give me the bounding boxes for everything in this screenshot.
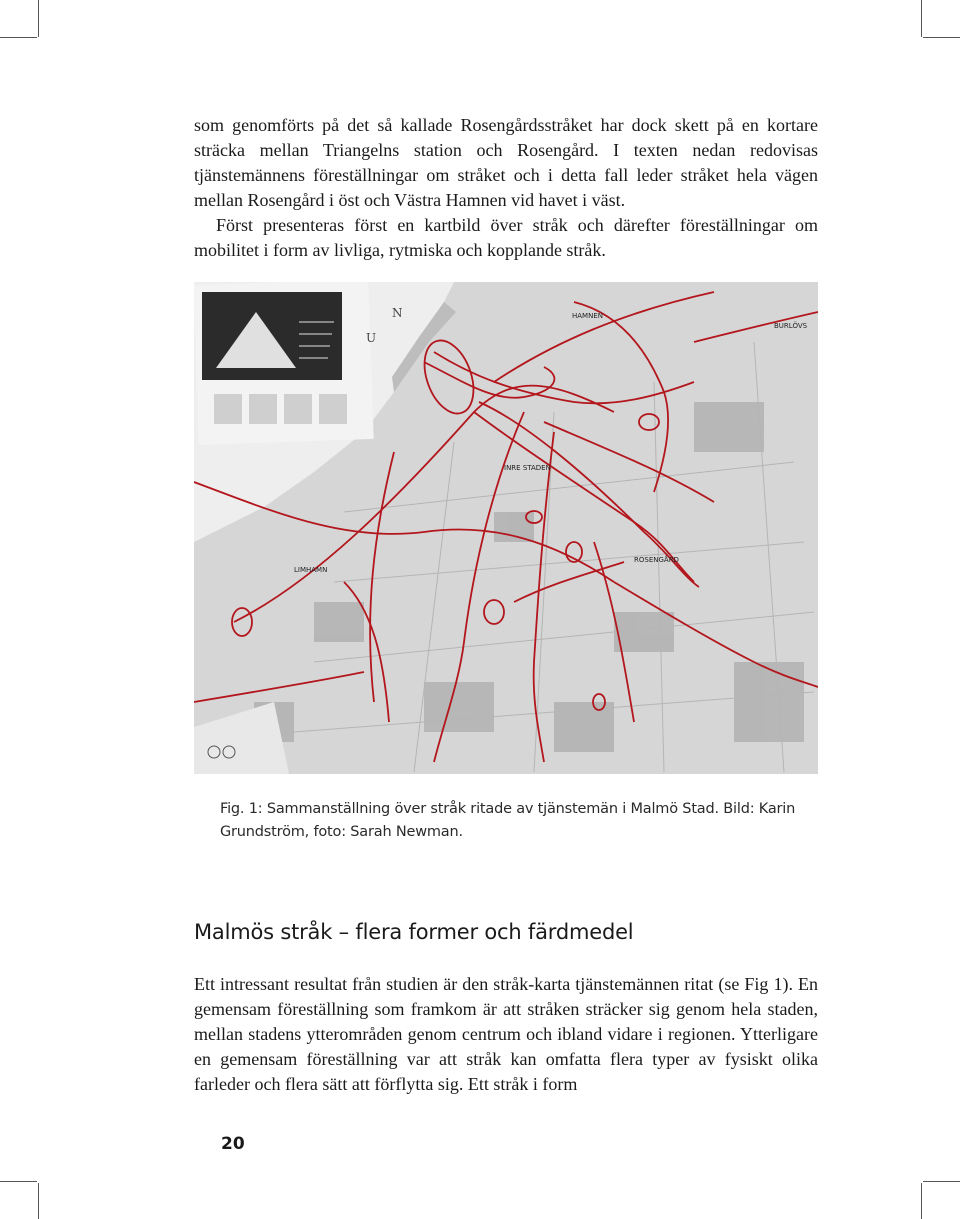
crop-mark-bottom-right-h <box>923 1181 960 1182</box>
crop-mark-top-right-v <box>921 0 922 37</box>
figure-caption <box>220 798 820 844</box>
crop-mark-bottom-right-v <box>921 1183 922 1219</box>
map-edge-letter-1: U <box>366 331 377 345</box>
map-edge-letter-2: N <box>392 306 403 320</box>
route-map-photo <box>194 282 818 774</box>
figure-caption-line-2: Grundström, foto: Sarah Newman. <box>220 824 463 840</box>
intro-paragraph-1: som genomförts på det så kallade Rosengårdsstråket har dock skett på en kortare sträcka mellan Triangelns station och Rosengård. I texten nedan redovisas tjänstemännens föreställningar om stråket och i detta fall leder stråket hela vägen mellan Rosengård i öst och Västra Hamnen vid havet i väst. <box>194 115 818 210</box>
section-heading: Malmös stråk – flera former och färdmedel <box>194 920 634 944</box>
section-body-text: Ett intressant resultat från studien är den stråk-karta tjänstemännen ritat (se Fig 1). En gemensam föreställning som framkom är att stråken sträcker sig genom hela staden, mellan stadens ytterområden genom centrum och ibland vidare i regionen. Ytterligare en gemensam föreställning var att stråk kan omfatta flera typer av fysiskt olika farleder och flera sätt att förflytta sig. Ett stråk i form <box>194 974 818 1094</box>
intro-text <box>194 113 818 263</box>
crop-mark-bottom-left-h <box>0 1181 37 1182</box>
page-number: 20 <box>221 1134 245 1154</box>
map-label-inner-city: INRE STADEN <box>504 464 551 472</box>
map-label-rosengard: ROSENGÅRD <box>634 556 679 564</box>
map-label-limhamn: LIMHAMN <box>294 566 328 574</box>
map-label-hamnen: HAMNEN <box>572 312 603 320</box>
crop-mark-top-left-h <box>0 37 37 38</box>
section-body <box>194 972 818 1097</box>
map-label-burlovs: BURLÖVS <box>774 322 808 330</box>
crop-mark-top-left-v <box>38 0 39 37</box>
figure-caption-line-1: Fig. 1: Sammanställning över stråk ritade av tjänstemän i Malmö Stad. Bild: Karin <box>220 801 796 817</box>
intro-paragraph-2: Först presenteras först en kartbild över stråk och därefter föreställningar om mobilitet i form av livliga, rytmiska och kopplande stråk. <box>194 215 818 260</box>
crop-mark-top-right-h <box>923 37 960 38</box>
crop-mark-bottom-left-v <box>38 1183 39 1219</box>
